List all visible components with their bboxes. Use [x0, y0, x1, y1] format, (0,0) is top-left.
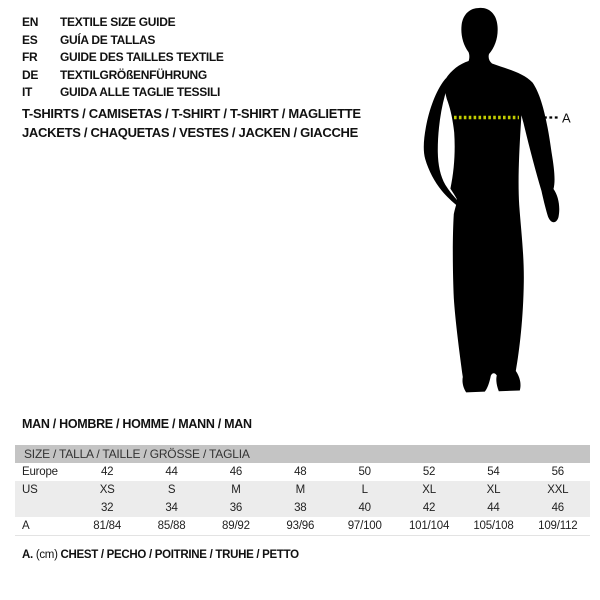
row-label [15, 499, 75, 517]
size-cell: 54 [487, 466, 500, 478]
footnote-labels: CHEST / PECHO / POITRINE / TRUHE / PETTO [60, 549, 299, 561]
language-row [22, 84, 224, 102]
table-row [15, 481, 590, 499]
category-line-jackets: JACKETS / CHAQUETAS / VESTES / JACKEN / GIACCHE [22, 124, 358, 140]
size-cell: L [361, 484, 368, 496]
measurement-footnote [22, 549, 299, 561]
size-cell: 34 [165, 502, 178, 514]
size-cell: 89/92 [222, 519, 250, 532]
size-cell: 48 [294, 466, 307, 478]
language-row [22, 32, 224, 50]
language-list [22, 14, 224, 102]
language-code: EN [22, 15, 39, 29]
row-label: US [22, 484, 38, 496]
size-cell: S [167, 484, 176, 496]
language-code: DE [22, 67, 39, 82]
man-silhouette [445, 8, 560, 393]
size-cell: 93/96 [286, 519, 315, 532]
size-cell: 52 [422, 466, 436, 478]
size-cell: 42 [422, 502, 436, 514]
size-cell: 101/104 [408, 519, 450, 532]
size-table-body [15, 463, 590, 535]
language-row [22, 67, 224, 85]
size-cell: 44 [165, 466, 178, 478]
size-table [15, 445, 590, 536]
man-silhouette-figure [395, 0, 600, 400]
size-table-header: SIZE / TALLA / TAILLE / GRÖSSE / TAGLIA [15, 445, 590, 463]
size-cell: 44 [487, 502, 500, 514]
size-cell: XXL [547, 484, 569, 496]
size-cell: XS [99, 484, 115, 496]
row-label: A [22, 519, 30, 532]
size-cell: M [231, 484, 241, 496]
size-cell: 46 [229, 466, 243, 478]
table-row [15, 517, 590, 535]
size-cell: 46 [551, 502, 565, 514]
language-label: GUIDA ALLE TAGLIE TESSILI [60, 85, 221, 100]
size-cell: 50 [358, 466, 371, 478]
size-cell: 85/88 [157, 519, 186, 532]
size-cell: 32 [100, 502, 114, 514]
language-code: FR [22, 50, 38, 65]
row-label: Europe [22, 466, 58, 478]
language-label: GUÍA DE TALLAS [60, 32, 156, 47]
size-cell: 42 [100, 466, 114, 478]
measure-label-a: A [562, 110, 571, 126]
size-cell: 38 [294, 502, 307, 514]
table-row [15, 463, 590, 481]
size-cell: 56 [551, 466, 565, 478]
language-label: TEXTILGRÖßENFÜHRUNG [60, 67, 207, 82]
size-table-grid [15, 463, 590, 536]
language-label: GUIDE DES TAILLES TEXTILE [60, 50, 224, 65]
size-cell: XL [486, 484, 501, 496]
footnote-unit: (cm) [35, 549, 58, 561]
size-cell: 109/112 [538, 519, 578, 532]
size-cell: XL [422, 484, 436, 496]
footnote-a-label: A. [22, 549, 33, 561]
size-cell: 40 [358, 502, 371, 514]
language-code: ES [22, 32, 38, 47]
size-cell: 97/100 [347, 519, 382, 532]
language-row [22, 14, 224, 32]
language-label: TEXTILE SIZE GUIDE [60, 15, 176, 29]
language-row [22, 49, 224, 67]
table-row [15, 499, 590, 517]
category-line-tshirts: T-SHIRTS / CAMISETAS / T-SHIRT / T-SHIRT / MAGLIETTE [22, 106, 361, 121]
category-lines [22, 105, 361, 142]
language-code: IT [22, 85, 33, 100]
gender-section-title: MAN / HOMBRE / HOMME / MANN / MAN [22, 417, 252, 431]
size-cell: 105/108 [473, 519, 514, 532]
size-cell: M [295, 484, 305, 496]
size-cell: 81/84 [93, 519, 122, 532]
size-cell: 36 [229, 502, 243, 514]
